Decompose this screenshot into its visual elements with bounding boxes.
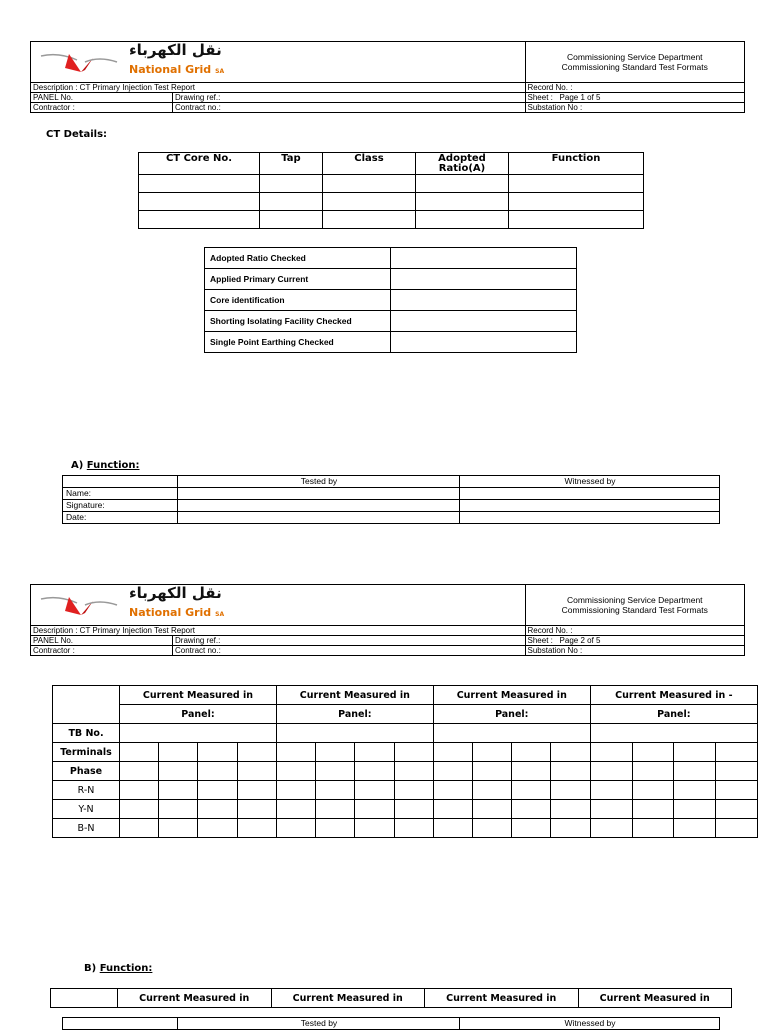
witnessed-by-header: Witnessed by xyxy=(460,476,720,488)
panel-label: Panel: xyxy=(433,705,590,724)
group-header-4: Current Measured in - xyxy=(590,686,757,705)
current-measurement-table xyxy=(52,685,758,838)
col-ct-core-no: CT Core No. xyxy=(139,153,260,175)
company-logo xyxy=(33,42,523,82)
phase-r-n: R-N xyxy=(53,781,120,800)
page-number: Page 2 of 5 xyxy=(559,636,601,645)
panel-label: Panel: xyxy=(276,705,433,724)
current-measurement-table-b xyxy=(50,988,732,1008)
panel-no-field: PANEL No. xyxy=(31,636,173,646)
department-cell xyxy=(525,585,744,626)
check-label: Applied Primary Current xyxy=(205,269,391,290)
company-name-english: National Grid SA xyxy=(129,606,225,619)
phase-b-n: B-N xyxy=(53,819,120,838)
check-row xyxy=(205,269,577,290)
tb-no-label: TB No. xyxy=(53,724,120,743)
panel-label: Panel: xyxy=(120,705,277,724)
check-value[interactable] xyxy=(391,290,577,311)
ct-details-title: CT Details: xyxy=(46,129,108,140)
panel-no-field: PANEL No. xyxy=(31,93,173,103)
logo-cell xyxy=(31,42,526,83)
national-grid-logo-icon xyxy=(39,593,119,617)
page-number: Page 1 of 5 xyxy=(559,93,601,102)
report-header-page-1 xyxy=(30,41,745,113)
terminals-label: Terminals xyxy=(53,743,120,762)
table-row xyxy=(139,211,644,229)
table-row xyxy=(53,800,758,819)
check-value[interactable] xyxy=(391,248,577,269)
phase-y-n: Y-N xyxy=(53,800,120,819)
record-no-field: Record No. : xyxy=(525,626,744,636)
contract-no-field: Contract no.: xyxy=(173,103,526,113)
substation-no-field: Substation No : xyxy=(525,646,744,656)
group-header-3: Current Measured in xyxy=(433,686,590,705)
check-label: Shorting Isolating Facility Checked xyxy=(205,311,391,332)
checks-table xyxy=(204,247,577,353)
tested-by-header: Tested by xyxy=(178,476,460,488)
check-value[interactable] xyxy=(391,332,577,353)
check-row xyxy=(205,332,577,353)
report-header-page-2 xyxy=(30,584,745,656)
section-b-title: B) Function: xyxy=(84,963,153,974)
name-label: Name: xyxy=(63,488,178,500)
check-label: Single Point Earthing Checked xyxy=(205,332,391,353)
panel-label: Panel: xyxy=(590,705,757,724)
col-adopted-ratio: Adopted Ratio(A) xyxy=(416,153,509,175)
signoff-table-a xyxy=(62,475,720,524)
col-class: Class xyxy=(323,153,416,175)
group-header-4: Current Measured in xyxy=(578,989,732,1008)
col-tap: Tap xyxy=(260,153,323,175)
company-name-arabic: نقل الكهرباء xyxy=(129,584,222,602)
contractor-field: Contractor : xyxy=(31,103,173,113)
table-row xyxy=(139,193,644,211)
group-header-1: Current Measured in xyxy=(120,686,277,705)
sheet-field: Sheet : Page 1 of 5 xyxy=(525,93,744,103)
col-function: Function xyxy=(509,153,644,175)
company-name-english: National Grid SA xyxy=(129,63,225,76)
logo-cell xyxy=(31,585,526,626)
table-row xyxy=(139,175,644,193)
witnessed-by-header: Witnessed by xyxy=(460,1018,720,1030)
department-name: Commissioning Service Department xyxy=(566,52,703,62)
group-header-1: Current Measured in xyxy=(118,989,272,1008)
department-cell xyxy=(525,42,744,83)
signature-label: Signature: xyxy=(63,500,178,512)
description-field: Description : CT Primary Injection Test Report xyxy=(31,626,526,636)
company-name-arabic: نقل الكهرباء xyxy=(129,41,222,59)
substation-no-field: Substation No : xyxy=(525,103,744,113)
table-row xyxy=(53,819,758,838)
check-row xyxy=(205,311,577,332)
company-logo xyxy=(33,585,523,625)
group-header-3: Current Measured in xyxy=(425,989,579,1008)
department-name: Commissioning Service Department xyxy=(566,595,703,605)
group-header-2: Current Measured in xyxy=(276,686,433,705)
formats-title: Commissioning Standard Test Formats xyxy=(561,62,708,72)
check-value[interactable] xyxy=(391,269,577,290)
group-header-2: Current Measured in xyxy=(271,989,425,1008)
formats-title: Commissioning Standard Test Formats xyxy=(561,605,708,615)
national-grid-logo-icon xyxy=(39,50,119,74)
contract-no-field: Contract no.: xyxy=(173,646,526,656)
drawing-ref-field: Drawing ref.: xyxy=(173,93,526,103)
table-row xyxy=(53,781,758,800)
section-a-title: A) Function: xyxy=(71,460,140,471)
sheet-field: Sheet : Page 2 of 5 xyxy=(525,636,744,646)
record-no-field: Record No. : xyxy=(525,83,744,93)
ct-details-table xyxy=(138,152,644,229)
description-field: Description : CT Primary Injection Test Report xyxy=(31,83,526,93)
check-row xyxy=(205,290,577,311)
drawing-ref-field: Drawing ref.: xyxy=(173,636,526,646)
check-label: Adopted Ratio Checked xyxy=(205,248,391,269)
check-row xyxy=(205,248,577,269)
check-label: Core identification xyxy=(205,290,391,311)
date-label: Date: xyxy=(63,512,178,524)
check-value[interactable] xyxy=(391,311,577,332)
contractor-field: Contractor : xyxy=(31,646,173,656)
phase-label: Phase xyxy=(53,762,120,781)
tested-by-header: Tested by xyxy=(178,1018,460,1030)
